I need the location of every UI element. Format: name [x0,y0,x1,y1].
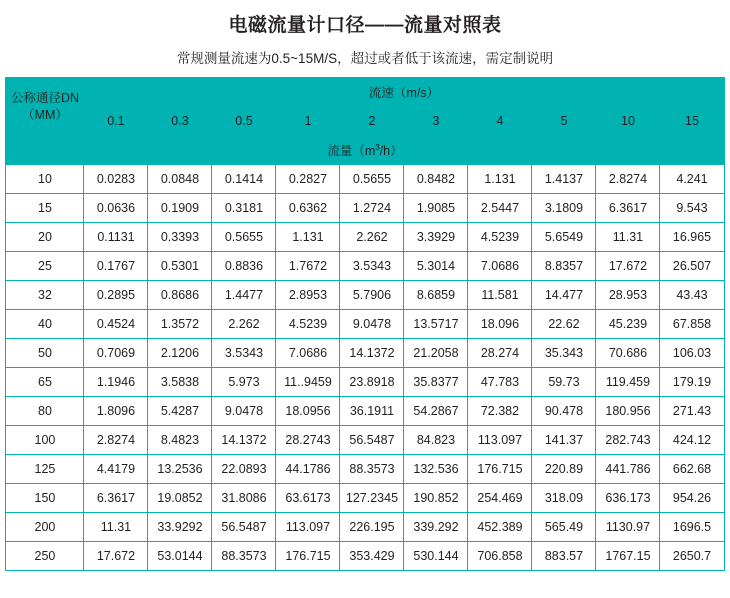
cell-flow: 11.581 [468,281,532,310]
cell-flow: 5.6549 [532,223,596,252]
header-speed-value: 2 [340,107,404,136]
cell-flow: 1.131 [468,165,532,194]
cell-dn: 40 [6,310,84,339]
cell-flow: 90.478 [532,397,596,426]
page-title: 电磁流量计口径——流量对照表 [228,15,502,36]
cell-flow: 3.3929 [404,223,468,252]
cell-flow: 67.858 [660,310,724,339]
cell-flow: 28.953 [596,281,660,310]
table-row [6,252,724,281]
cell-flow: 2.8274 [596,165,660,194]
table-row [6,542,724,571]
cell-flow: 14.477 [532,281,596,310]
table-row [6,513,724,542]
cell-flow: 0.3393 [148,223,212,252]
cell-dn: 50 [6,339,84,368]
table-body [6,165,724,571]
header-row-flow [6,136,724,165]
cell-flow: 88.3573 [212,542,276,571]
cell-flow: 8.4823 [148,426,212,455]
cell-dn: 80 [6,397,84,426]
cell-flow: 1767.15 [596,542,660,571]
cell-flow: 23.8918 [340,368,404,397]
cell-flow: 353.429 [340,542,404,571]
cell-flow: 8.8357 [532,252,596,281]
cell-flow: 1130.97 [596,513,660,542]
cell-flow: 11..9459 [276,368,340,397]
cell-flow: 5.7906 [340,281,404,310]
cell-flow: 0.5655 [212,223,276,252]
flow-header-sup: 3 [375,142,380,152]
cell-flow: 2.8274 [84,426,148,455]
header-row-speed-values [6,107,724,136]
cell-flow: 0.2827 [276,165,340,194]
cell-dn: 32 [6,281,84,310]
flow-header-suffix: /h） [379,144,403,158]
header-speed-value: 0.3 [148,107,212,136]
cell-flow: 17.672 [596,252,660,281]
cell-flow: 1.1946 [84,368,148,397]
cell-flow: 0.5301 [148,252,212,281]
cell-flow: 2.8953 [276,281,340,310]
cell-flow: 11.31 [84,513,148,542]
header-speed-value: 15 [660,107,724,136]
cell-flow: 7.0686 [468,252,532,281]
cell-flow: 7.0686 [276,339,340,368]
cell-flow: 72.382 [468,397,532,426]
cell-flow: 5.973 [212,368,276,397]
cell-dn: 15 [6,194,84,223]
cell-flow: 271.43 [660,397,724,426]
cell-flow: 22.0893 [212,455,276,484]
cell-flow: 0.1767 [84,252,148,281]
cell-flow: 127.2345 [340,484,404,513]
cell-flow: 8.6859 [404,281,468,310]
cell-flow: 2.1206 [148,339,212,368]
cell-flow: 0.3181 [212,194,276,223]
table-row [6,281,724,310]
cell-flow: 43.43 [660,281,724,310]
cell-flow: 452.389 [468,513,532,542]
cell-flow: 318.09 [532,484,596,513]
cell-flow: 0.6362 [276,194,340,223]
header-row-speed [6,78,724,107]
cell-dn: 250 [6,542,84,571]
cell-flow: 17.672 [84,542,148,571]
cell-flow: 11.31 [596,223,660,252]
cell-flow: 45.239 [596,310,660,339]
cell-dn: 200 [6,513,84,542]
cell-flow: 706.858 [468,542,532,571]
cell-dn: 65 [6,368,84,397]
cell-flow: 176.715 [276,542,340,571]
cell-flow: 35.343 [532,339,596,368]
cell-flow: 0.1414 [212,165,276,194]
cell-flow: 2650.7 [660,542,724,571]
cell-flow: 0.5655 [340,165,404,194]
table-row [6,310,724,339]
table-row [6,368,724,397]
cell-flow: 176.715 [468,455,532,484]
cell-flow: 883.57 [532,542,596,571]
cell-flow: 0.8836 [212,252,276,281]
cell-flow: 56.5487 [340,426,404,455]
cell-flow: 9.0478 [212,397,276,426]
cell-flow: 56.5487 [212,513,276,542]
cell-flow: 0.8686 [148,281,212,310]
flow-reference-table [5,77,724,571]
cell-flow: 6.3617 [84,484,148,513]
cell-flow: 3.1809 [532,194,596,223]
cell-flow: 0.0636 [84,194,148,223]
cell-flow: 28.2743 [276,426,340,455]
cell-flow: 226.195 [340,513,404,542]
cell-flow: 18.0956 [276,397,340,426]
cell-dn: 150 [6,484,84,513]
cell-flow: 36.1911 [340,397,404,426]
table-row [6,426,724,455]
cell-flow: 339.292 [404,513,468,542]
cell-dn: 25 [6,252,84,281]
cell-flow: 1.3572 [148,310,212,339]
header-speed-value: 3 [404,107,468,136]
cell-flow: 26.507 [660,252,724,281]
page-subtitle: 常规测量流速为0.5~15M/S，超过或者低于该流速，需定制说明 [176,51,554,66]
cell-flow: 1.8096 [84,397,148,426]
table-row [6,194,724,223]
flow-header-prefix: 流量（m [327,144,376,158]
cell-flow: 2.5447 [468,194,532,223]
cell-flow: 19.0852 [148,484,212,513]
cell-flow: 22.62 [532,310,596,339]
header-speed-value: 1 [276,107,340,136]
cell-flow: 0.4524 [84,310,148,339]
cell-flow: 0.2895 [84,281,148,310]
table-row [6,223,724,252]
cell-flow: 0.8482 [404,165,468,194]
cell-flow: 1.131 [276,223,340,252]
cell-flow: 47.783 [468,368,532,397]
table-head [6,78,724,165]
cell-dn: 100 [6,426,84,455]
cell-flow: 1.4477 [212,281,276,310]
cell-flow: 0.1909 [148,194,212,223]
cell-flow: 2.262 [212,310,276,339]
cell-flow: 132.536 [404,455,468,484]
cell-flow: 21.2058 [404,339,468,368]
cell-flow: 35.8377 [404,368,468,397]
dn-header-line1: 公称通径DN [10,90,79,105]
cell-flow: 28.274 [468,339,532,368]
cell-flow: 44.1786 [276,455,340,484]
cell-flow: 141.37 [532,426,596,455]
cell-flow: 119.459 [596,368,660,397]
cell-flow: 4.5239 [468,223,532,252]
cell-flow: 1.2724 [340,194,404,223]
cell-flow: 4.5239 [276,310,340,339]
cell-flow: 9.0478 [340,310,404,339]
table-row [6,165,724,194]
cell-flow: 16.965 [660,223,724,252]
header-cell-speed: 流速（m/s） [84,78,724,107]
cell-flow: 106.03 [660,339,724,368]
cell-flow: 424.12 [660,426,724,455]
cell-flow: 59.73 [532,368,596,397]
cell-flow: 190.852 [404,484,468,513]
cell-flow: 0.7069 [84,339,148,368]
cell-flow: 113.097 [468,426,532,455]
cell-flow: 636.173 [596,484,660,513]
cell-flow: 63.6173 [276,484,340,513]
header-speed-value: 10 [596,107,660,136]
cell-flow: 530.144 [404,542,468,571]
cell-flow: 3.5343 [340,252,404,281]
cell-flow: 3.5343 [212,339,276,368]
cell-flow: 13.2536 [148,455,212,484]
cell-flow: 113.097 [276,513,340,542]
cell-flow: 2.262 [340,223,404,252]
cell-flow: 88.3573 [340,455,404,484]
cell-flow: 1.7672 [276,252,340,281]
header-speed-value: 0.5 [212,107,276,136]
cell-flow: 33.9292 [148,513,212,542]
cell-flow: 282.743 [596,426,660,455]
cell-flow: 5.4287 [148,397,212,426]
cell-flow: 84.823 [404,426,468,455]
dn-header-line2: （MM） [22,107,68,122]
cell-flow: 6.3617 [596,194,660,223]
cell-flow: 0.1131 [84,223,148,252]
cell-flow: 180.956 [596,397,660,426]
table-row [6,339,724,368]
cell-flow: 0.0848 [148,165,212,194]
header-cell-dn [6,78,84,136]
cell-flow: 565.49 [532,513,596,542]
cell-flow: 1696.5 [660,513,724,542]
cell-flow: 1.9085 [404,194,468,223]
header-speed-value: 5 [532,107,596,136]
cell-flow: 70.686 [596,339,660,368]
cell-flow: 54.2867 [404,397,468,426]
cell-flow: 4.241 [660,165,724,194]
cell-dn: 125 [6,455,84,484]
cell-flow: 4.4179 [84,455,148,484]
table-row [6,455,724,484]
cell-flow: 3.5838 [148,368,212,397]
cell-flow: 254.469 [468,484,532,513]
cell-flow: 954.26 [660,484,724,513]
cell-flow: 9.543 [660,194,724,223]
cell-flow: 31.8086 [212,484,276,513]
cell-flow: 179.19 [660,368,724,397]
cell-flow: 662.68 [660,455,724,484]
cell-flow: 14.1372 [340,339,404,368]
document-page [0,10,730,571]
cell-flow: 0.0283 [84,165,148,194]
table-row [6,484,724,513]
cell-flow: 14.1372 [212,426,276,455]
cell-flow: 5.3014 [404,252,468,281]
cell-flow: 1.4137 [532,165,596,194]
header-cell-flow [6,136,724,165]
cell-flow: 220.89 [532,455,596,484]
cell-flow: 18.096 [468,310,532,339]
cell-flow: 13.5717 [404,310,468,339]
cell-flow: 53.0144 [148,542,212,571]
cell-flow: 441.786 [596,455,660,484]
header-speed-value: 4 [468,107,532,136]
cell-dn: 10 [6,165,84,194]
table-row [6,397,724,426]
cell-dn: 20 [6,223,84,252]
header-speed-value: 0.1 [84,107,148,136]
